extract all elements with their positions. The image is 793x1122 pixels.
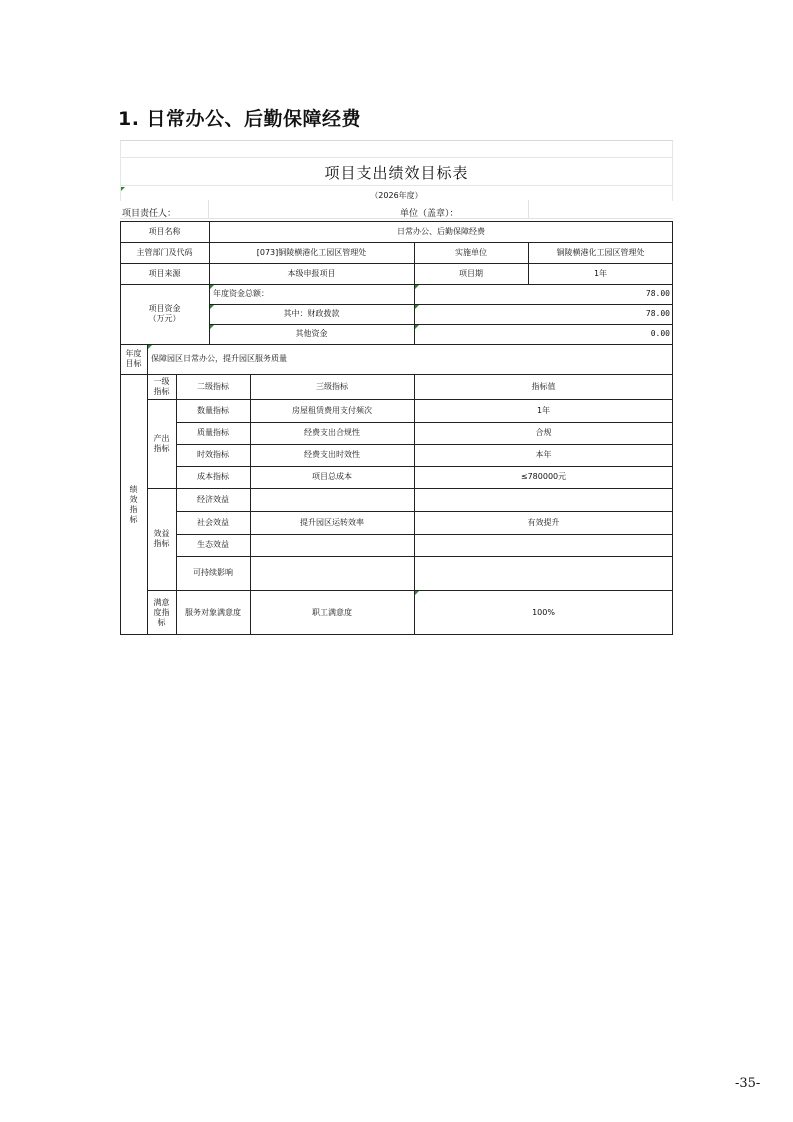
output-level3: 项目总成本 [312,472,352,482]
output-value: 本年 [535,450,552,460]
period-value: 1年 [593,268,608,278]
grid-line [120,344,673,345]
satisfaction-indicator-label: 满意 度指 标 [153,597,170,627]
funds-label: 项目资金 （万元） [148,304,181,323]
level2-header: 二级指标 [197,381,229,391]
satisfaction-value: 100% [532,607,555,617]
output-level2: 质量指标 [197,428,229,438]
benefit-level3 [250,556,414,590]
section-heading: 1. 日常办公、后勤保障经费 [118,108,362,130]
grid-line [209,324,673,325]
funds-other-value: 0.00 [650,329,670,339]
cell-marker [148,345,152,349]
grid-line [120,242,673,243]
grid-line [250,374,251,635]
cell-marker [121,187,125,191]
period-label: 项目期 [459,268,483,278]
impl-label: 实施单位 [455,247,487,257]
perf-indicator-label: 绩 效 指 标 [129,484,138,524]
benefit-level3 [250,534,414,556]
satisfaction-level3: 职工满意度 [312,607,352,617]
funds-other-label: 其他资金 [295,329,328,339]
source-value: 本级申报项目 [287,268,336,278]
header-divider [208,200,209,218]
benefit-level3 [250,488,414,511]
cell-marker [210,325,214,329]
grid-line [120,263,673,264]
benefit-level2: 社会效益 [197,517,229,527]
output-indicator-label: 产出 指标 [153,433,170,453]
funds-fiscal-label: 其中：财政拨款 [283,309,340,319]
benefit-level3: 提升园区运转效率 [300,517,364,527]
form-title: 项目支出绩效目标表 [324,164,469,182]
grid-line [209,304,673,305]
grid-line [176,422,673,423]
header-divider [528,200,529,218]
benefit-level2: 生态效益 [197,540,229,550]
grid-line [176,374,177,635]
output-level3: 经费支出时效性 [304,450,360,460]
grid-line [120,284,673,285]
goal-value: 保障园区日常办公，提升园区服务质量 [151,354,287,364]
page-number: -35- [735,1076,761,1091]
grid-line [176,556,673,557]
grid-line [176,466,673,467]
grid-line [414,374,415,635]
form-year: （2026年度） [370,191,423,200]
project-name-label: 项目名称 [148,226,181,236]
output-level3: 经费支出合规性 [304,428,360,438]
grid-line [147,488,673,489]
project-name-value: 日常办公、后勤保障经费 [397,226,485,236]
benefit-value: 有效提升 [527,517,560,527]
responsible-label: 项目责任人： [122,209,177,219]
cell-marker [415,325,419,329]
dept-label: 主管部门及代码 [136,247,193,257]
benefit-level2: 经济效益 [197,494,229,504]
benefit-value [414,488,673,511]
level3-header: 三级指标 [316,381,348,391]
grid-line [120,374,673,375]
source-label: 项目来源 [148,268,181,278]
output-value: 合规 [535,428,552,438]
output-level2: 数量指标 [197,405,229,415]
grid-line [176,511,673,512]
grid-line [176,534,673,535]
benefit-indicator-label: 效益 指标 [153,529,170,548]
level1-header: 一级 指标 [153,376,170,396]
impl-value: 铜陵横港化工园区管理处 [556,247,645,257]
output-level2: 时效指标 [197,450,229,460]
grid-line [176,444,673,445]
output-value: 1年 [536,405,551,415]
funds-total-value: 78.00 [645,289,670,299]
table-border [120,634,673,635]
cell-marker [415,305,419,309]
table-border [120,221,673,222]
cell-marker [210,285,214,289]
benefit-value [414,556,673,590]
grid-line [147,399,673,400]
funds-fiscal-value: 78.00 [645,309,670,319]
output-level2: 成本指标 [197,472,229,482]
header-rule [120,218,673,219]
output-value: ≤780000元 [520,472,567,482]
unit-label: 单位（盖章）： [400,209,459,219]
benefit-level2: 可持续影响 [193,568,233,578]
grid-line [147,374,148,635]
satisfaction-level2: 服务对象满意度 [185,607,241,617]
grid-line [147,590,673,591]
cell-marker [210,305,214,309]
output-level3: 房屋租赁费用支付频次 [292,405,372,415]
goal-label: 年度 目标 [125,349,142,368]
grid-line [528,242,529,284]
cell-marker [415,285,419,289]
benefit-value [414,534,673,556]
value-header: 指标值 [531,381,556,391]
funds-total-label: 年度资金总额： [213,289,269,299]
dept-value: [073]铜陵横港化工园区管理处 [256,247,367,257]
cell-marker [415,591,419,595]
